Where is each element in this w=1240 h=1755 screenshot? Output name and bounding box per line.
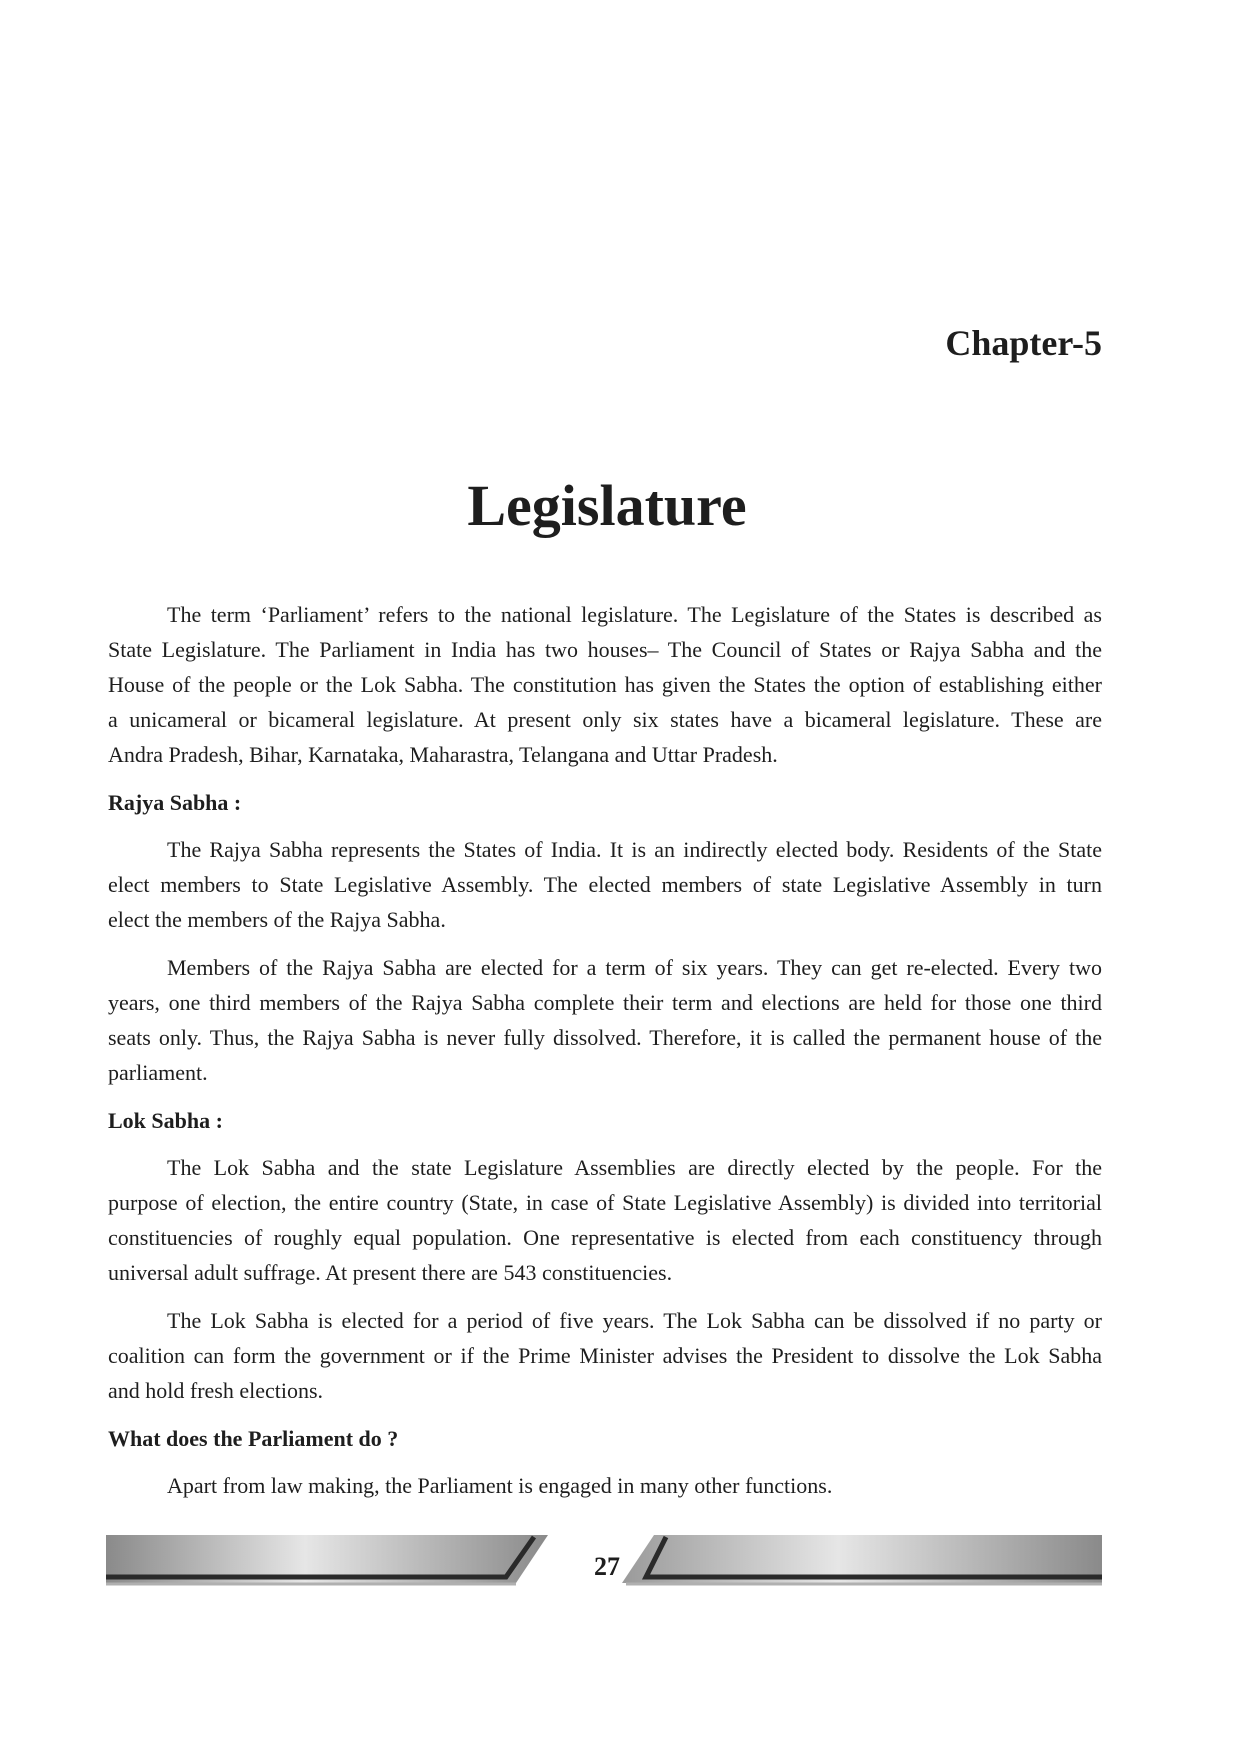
paragraph-line: The term ‘Parliament’ refers to the national legislature. The Legislature of the States is described as [167,602,1102,627]
paragraph-line: coalition can form the government or if the Prime Minister advises the President to dissolve the Lok Sabha [108,1343,1102,1368]
paragraph-line: The Lok Sabha is elected for a period of five years. The Lok Sabha can be dissolved if no party or [167,1308,1102,1333]
paragraph-line: and hold fresh elections. [108,1378,324,1403]
paragraph-line: elect members to State Legislative Assembly. The elected members of state Legislative Assembly in turn [108,872,1102,897]
paragraph-line: years, one third members of the Rajya Sabha complete their term and elections are held for those one third [108,990,1102,1015]
parliament-functions-paragraph [108,1468,1102,1503]
parliament-functions-heading: What does the Parliament do ? [108,1426,399,1451]
paragraph-line: House of the people or the Lok Sabha. The constitution has given the States the option of establishing either [108,672,1102,697]
page-number: 27 [594,1552,620,1581]
rajya-sabha-heading: Rajya Sabha : [108,790,242,815]
paragraph-line: elect the members of the Rajya Sabha. [108,907,446,932]
lok-sabha-heading: Lok Sabha : [108,1108,223,1133]
paragraph-line: seats only. Thus, the Rajya Sabha is never fully dissolved. Therefore, it is called the permanent house of the [108,1025,1102,1050]
paragraph-line: Apart from law making, the Parliament is engaged in many other functions. [167,1473,833,1498]
paragraph-line: Members of the Rajya Sabha are elected for a term of six years. They can get re-elected. Every two [167,955,1102,980]
chapter-body [108,597,1102,1516]
paragraph-line: constituencies of roughly equal population. One representative is elected from each constituency through [108,1225,1102,1250]
rajya-sabha-paragraph-1 [108,832,1102,937]
paragraph-line: Andra Pradesh, Bihar, Karnataka, Maharastra, Telangana and Uttar Pradesh. [108,742,778,767]
paragraph-line: parliament. [108,1060,208,1085]
lok-sabha-paragraph-2 [108,1303,1102,1408]
rajya-sabha-paragraph-2 [108,950,1102,1090]
lok-sabha-paragraph-1 [108,1150,1102,1290]
chapter-label: Chapter-5 [945,323,1102,363]
paragraph-line: a unicameral or bicameral legislature. At present only six states have a bicameral legislature. These are [108,707,1102,732]
paragraph-line: The Lok Sabha and the state Legislature Assemblies are directly elected by the people. For the [167,1155,1102,1180]
chapter-title: Legislature [467,473,747,538]
paragraph-line: universal adult suffrage. At present there are 543 constituencies. [108,1260,673,1285]
intro-paragraph [108,597,1102,772]
paragraph-line: purpose of election, the entire country (State, in case of State Legislative Assembly) is divided into territorial [108,1190,1102,1215]
paragraph-line: The Rajya Sabha represents the States of India. It is an indirectly elected body. Residents of the State [167,837,1102,862]
paragraph-line: State Legislature. The Parliament in India has two houses– The Council of States or Rajya Sabha and the [108,637,1102,662]
